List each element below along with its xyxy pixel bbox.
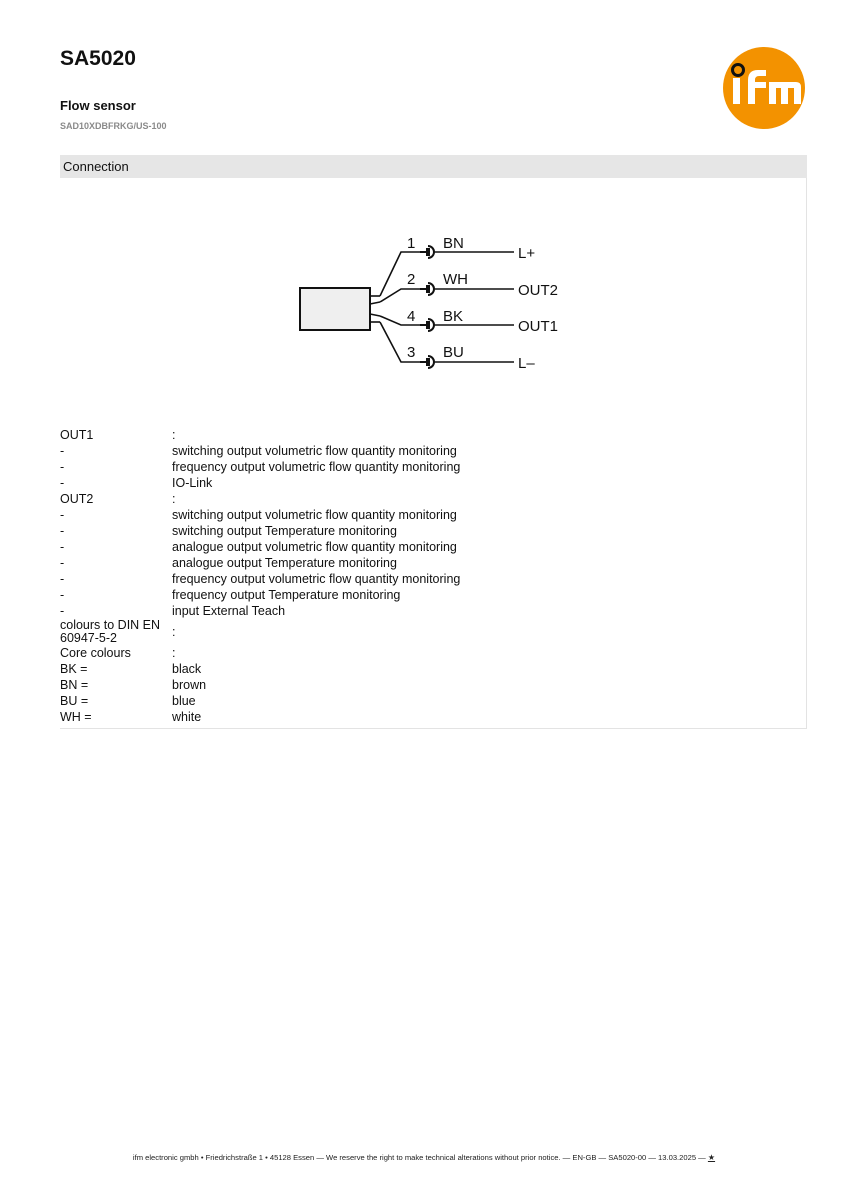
detail-key: BK = [60, 662, 88, 676]
detail-row [60, 709, 760, 725]
detail-value: : [172, 492, 176, 506]
detail-key: - [60, 588, 65, 602]
detail-row [60, 587, 760, 603]
detail-value: : [172, 646, 176, 660]
ifm-logo [722, 46, 806, 130]
detail-value: blue [172, 694, 196, 708]
detail-row [60, 491, 760, 507]
detail-value: switching output volumetric flow quantity monitoring [172, 444, 457, 458]
product-type: Flow sensor [60, 98, 136, 113]
detail-row [60, 677, 760, 693]
detail-key: BN = [60, 678, 89, 692]
detail-row [60, 603, 760, 619]
detail-key: - [60, 604, 65, 618]
pin-color: WH [443, 271, 468, 288]
detail-key: Core colours [60, 646, 131, 660]
pin-color: BU [443, 344, 464, 361]
detail-value: analogue output volumetric flow quantity monitoring [172, 540, 457, 554]
detail-value: frequency output Temperature monitoring [172, 588, 401, 602]
detail-value: : [172, 625, 176, 639]
detail-row [60, 459, 760, 475]
connection-details [60, 427, 760, 725]
pin-function: OUT1 [518, 318, 559, 335]
detail-value: frequency output volumetric flow quantity monitoring [172, 572, 461, 586]
detail-key: - [60, 508, 65, 522]
section-header-connection: Connection [60, 155, 807, 178]
detail-value: frequency output volumetric flow quantity monitoring [172, 460, 461, 474]
detail-row [60, 555, 760, 571]
detail-key: - [60, 540, 65, 554]
detail-key: BU = [60, 694, 89, 708]
pin-function: OUT2 [518, 282, 559, 299]
detail-value: black [172, 662, 202, 676]
detail-key: - [60, 460, 65, 474]
detail-value: analogue output Temperature monitoring [172, 556, 397, 570]
detail-key: - [60, 524, 65, 538]
detail-value: switching output Temperature monitoring [172, 524, 397, 538]
pin-number: 3 [407, 344, 416, 361]
detail-key: - [60, 476, 65, 490]
detail-row [60, 645, 760, 661]
detail-row [60, 523, 760, 539]
detail-row [60, 507, 760, 523]
pin-function: L+ [518, 245, 536, 262]
detail-row [60, 571, 760, 587]
detail-key: - [60, 556, 65, 570]
sensor-body [300, 288, 370, 330]
detail-row [60, 443, 760, 459]
detail-row [60, 475, 760, 491]
pin-color: BK [443, 308, 464, 325]
pin-number: 1 [407, 235, 416, 252]
page-footer [0, 1153, 848, 1162]
article-code: SAD10XDBFRKG/US-100 [60, 121, 167, 131]
detail-row [60, 619, 760, 645]
page-icon: ★ [707, 1153, 716, 1162]
footer-text: ifm electronic gmbh • Friedrichstraße 1 • 45128 Essen — We reserve the right to make technical alterations without prior notice. — EN-GB — SA5020-00 — 13.03.2025 — [132, 1153, 706, 1162]
detail-value: switching output volumetric flow quantity monitoring [172, 508, 457, 522]
detail-row [60, 539, 760, 555]
detail-key: colours to DIN EN 60947-5-2 [60, 618, 161, 645]
detail-key: WH = [60, 710, 92, 724]
detail-value: white [172, 710, 202, 724]
detail-value: IO-Link [172, 476, 213, 490]
pin-number: 4 [407, 308, 416, 325]
detail-key: OUT1 [60, 428, 94, 442]
pin-color: BN [443, 235, 464, 252]
detail-key: OUT2 [60, 492, 94, 506]
pin-function: L– [518, 355, 535, 372]
pin-number: 2 [407, 271, 416, 288]
wiring-diagram [297, 232, 572, 377]
detail-key: - [60, 572, 65, 586]
detail-row [60, 693, 760, 709]
detail-value: : [172, 428, 176, 442]
detail-row [60, 661, 760, 677]
detail-value: input External Teach [172, 604, 286, 618]
detail-row [60, 427, 760, 443]
page-title: SA5020 [60, 47, 136, 70]
detail-value: brown [172, 678, 207, 692]
detail-key: - [60, 444, 65, 458]
